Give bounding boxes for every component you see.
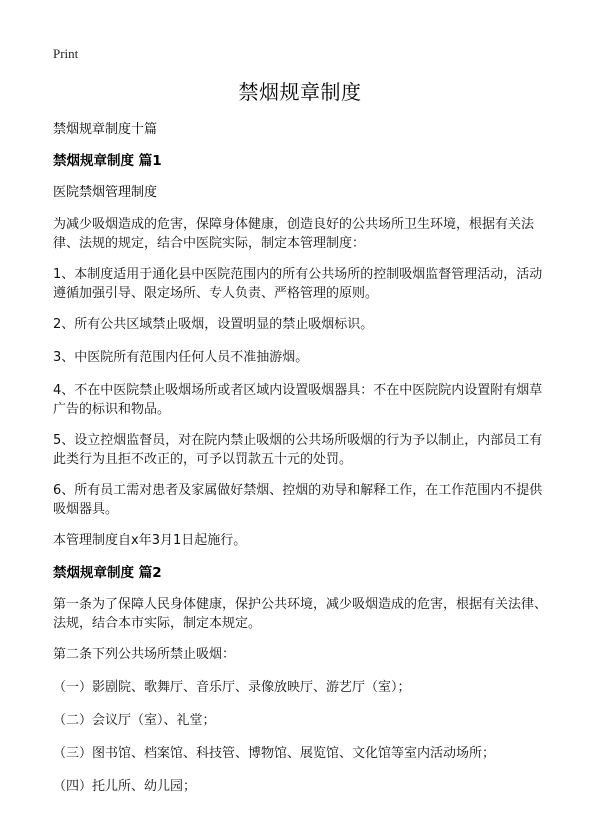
print-link[interactable]: Print [53, 46, 79, 61]
section-1-paragraph: 3、中医院所有范围内任何人员不准抽游烟。 [53, 350, 309, 365]
section-2-paragraph: （三）图书馆、档案馆、科技管、博物馆、展览馆、文化馆等室内活动场所； [53, 746, 496, 761]
section-1-paragraph: 1、本制度适用于通化县中医院范围内的所有公共场所的控制吸烟监督管理活动，活动遵循加强引导、限定场所、专人负责、严格管理的原则。 [53, 267, 543, 301]
section-1-paragraph: 5、设立控烟监督员，对在院内禁止吸烟的公共场所吸烟的行为予以制止，内部员工有此类行为且拒不改正的，可予以罚款五十元的处罚。 [53, 433, 543, 467]
section-2-paragraph: （二）会议厅（室）、礼堂； [53, 713, 216, 728]
section-1-paragraph: 本管理制度自x年3月1日起施行。 [53, 533, 247, 548]
section-1-paragraph: 4、不在中医院禁止吸烟场所或者区域内设置吸烟器具：不在中医院院内设置附有烟草广告的标识和物品。 [53, 383, 543, 417]
section-2-heading: 禁烟规章制度 篇2 [53, 565, 162, 581]
section-1-heading: 禁烟规章制度 篇1 [53, 153, 162, 169]
section-2-paragraph: 第一条为了保障人民身体健康，保护公共环境，减少吸烟造成的危害，根据有关法律、法规，结合本市实际，制定本规定。 [53, 597, 548, 631]
document-body [53, 120, 550, 810]
page-title: 禁烟规章制度 [238, 80, 362, 104]
section-1-paragraph: 为减少吸烟造成的危害，保障身体健康，创造良好的公共场所卫生环境，根据有关法律、法规的规定，结合中医院实际，制定本管理制度： [53, 217, 535, 251]
section-2-paragraph: （一）影剧院、歌舞厅、音乐厅、录像放映厅、游艺厅（室）； [53, 680, 411, 695]
section-2-paragraph: 第二条下列公共场所禁止吸烟： [53, 647, 236, 662]
section-1-paragraph: 2、所有公共区域禁止吸烟，设置明显的禁止吸烟标识。 [53, 317, 374, 332]
intro-text: 禁烟规章制度十篇 [53, 122, 158, 137]
section-2-paragraph: （四）托儿所、幼儿园； [53, 779, 197, 794]
section-1-subtitle: 医院禁烟管理制度 [53, 185, 158, 200]
section-1-paragraph: 6、所有员工需对患者及家属做好禁烟、控烟的劝导和解释工作，在工作范围内不提供吸烟器具。 [53, 483, 543, 517]
